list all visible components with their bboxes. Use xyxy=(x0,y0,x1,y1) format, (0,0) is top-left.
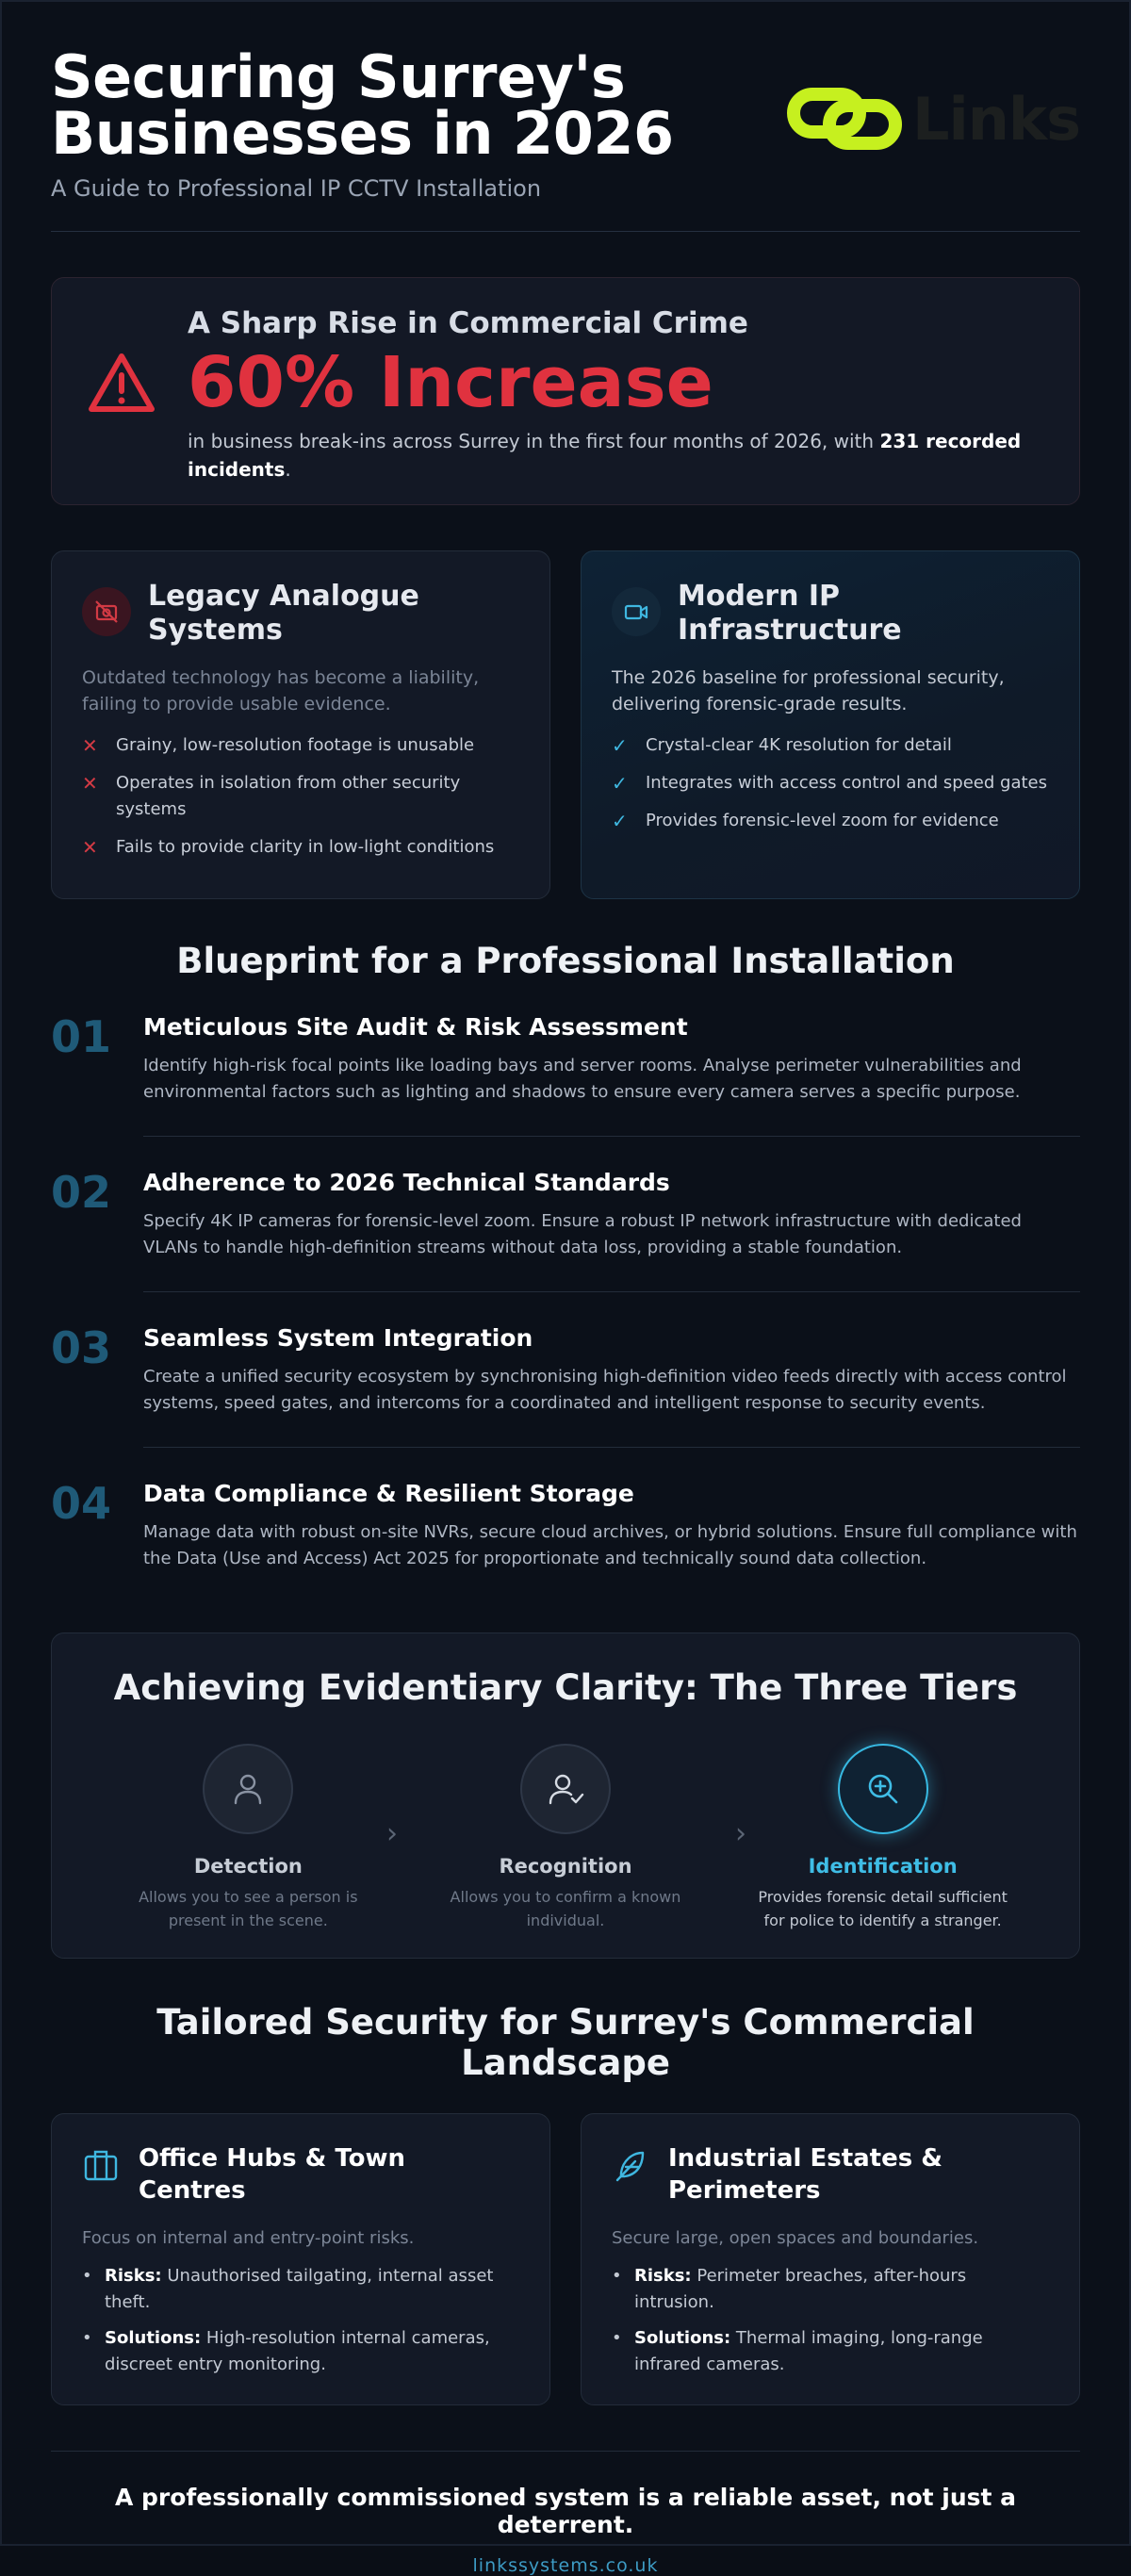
footer-tagline: A professionally commissioned system is a reliable asset, not just a deterrent. xyxy=(114,2484,1017,2538)
chevron-right-icon: › xyxy=(386,1817,398,1850)
briefcase-icon xyxy=(82,2146,120,2184)
solutions-text: Thermal imaging, long-range infrared cameras. xyxy=(634,2328,983,2374)
list-item xyxy=(612,770,1049,796)
risks-label: Risks: xyxy=(105,2266,162,2286)
list-item-text: Provides forensic-level zoom for evidence xyxy=(646,811,999,830)
chevron-right-icon: › xyxy=(735,1817,746,1850)
card-description: Secure large, open spaces and boundaries. xyxy=(612,2228,979,2248)
page-title: Securing Surrey's Businesses in 2026 xyxy=(51,42,674,168)
stat-text-end: . xyxy=(285,458,291,481)
step-number: 02 xyxy=(51,1167,112,1218)
technology-comparison xyxy=(51,550,1080,899)
legacy-drawbacks-list xyxy=(82,732,519,861)
stat-incident-count: 231 recorded incidents xyxy=(188,430,1022,481)
check-icon: ✓ xyxy=(612,734,628,757)
risks-item xyxy=(612,2263,1049,2316)
tier-recognition xyxy=(429,1744,702,1932)
website-link[interactable]: linkssystems.co.uk xyxy=(472,2555,659,2576)
office-hubs-card xyxy=(51,2113,550,2405)
list-item xyxy=(82,732,519,759)
list-item-text: Grainy, low-resolution footage is unusable xyxy=(116,735,475,755)
stat-description xyxy=(188,427,1034,484)
legacy-systems-card xyxy=(51,550,550,899)
solutions-item xyxy=(82,2325,519,2378)
camera-off-icon xyxy=(82,587,131,636)
modern-benefits-list xyxy=(612,732,1049,834)
industrial-estates-card xyxy=(581,2113,1080,2405)
header xyxy=(51,2,1080,232)
solutions-text: High-resolution internal cameras, discreet entry monitoring. xyxy=(105,2328,490,2374)
logo-wordmark: Links xyxy=(911,84,1080,154)
risks-text: Unauthorised tailgating, internal asset theft. xyxy=(105,2266,494,2312)
list-item xyxy=(612,732,1049,759)
warning-triangle-icon xyxy=(88,352,156,414)
risks-item xyxy=(82,2263,519,2316)
card-details-list xyxy=(82,2263,519,2378)
tier-name: Detection xyxy=(193,1855,303,1878)
legacy-description: Outdated technology has become a liability, failing to provide usable evidence. xyxy=(82,667,480,714)
step-number: 04 xyxy=(51,1478,112,1529)
landscape-title: Tailored Security for Surrey's Commercial Landscape xyxy=(156,2002,975,2083)
landscape-cards xyxy=(51,2113,1080,2405)
brand-logo xyxy=(788,81,1080,156)
card-title: Industrial Estates & Perimeters xyxy=(668,2144,942,2205)
risks-text: Perimeter breaches, after-hours intrusion. xyxy=(634,2266,967,2312)
tier-description: Allows you to see a person is present in the scene. xyxy=(139,1888,358,1929)
tier-name: Identification xyxy=(808,1855,958,1878)
tier-description: Allows you to confirm a known individual. xyxy=(450,1888,681,1929)
tier-description: Provides forensic detail sufficient for police to identify a stranger. xyxy=(758,1888,1008,1929)
modern-title: Modern IP Infrastructure xyxy=(678,580,902,647)
feather-icon xyxy=(612,2146,649,2184)
tier-detection xyxy=(111,1744,385,1932)
list-item-text: Crystal-clear 4K resolution for detail xyxy=(646,735,952,755)
step-text: Create a unified security ecosystem by synchronising high-definition video feeds directly with access control systems, speed gates, and intercoms for a coordinated and intelligent response to security events. xyxy=(143,1367,1067,1413)
step-item xyxy=(51,1167,1080,1292)
modern-description: The 2026 baseline for professional security, delivering forensic-grade results. xyxy=(612,667,1005,714)
blueprint-title: Blueprint for a Professional Installation xyxy=(176,941,955,981)
step-number: 01 xyxy=(51,1011,112,1062)
stat-text-start: in business break-ins across Surrey in the first four months of 2026, with xyxy=(188,430,880,452)
stat-heading: A Sharp Rise in Commercial Crime xyxy=(188,306,748,340)
blueprint-section xyxy=(51,941,1080,1602)
list-item-text: Operates in isolation from other security systems xyxy=(116,773,461,819)
zoom-in-icon xyxy=(838,1744,928,1834)
card-details-list xyxy=(612,2263,1049,2378)
crime-stat-card xyxy=(51,277,1080,505)
steps-list xyxy=(51,1011,1080,1602)
person-check-icon xyxy=(520,1744,611,1834)
stat-value: 60% Increase xyxy=(188,342,713,423)
step-text: Specify 4K IP cameras for forensic-level zoom. Ensure a robust IP network infrastructure with dedicated VLANs to handle high-definition streams without data loss, providing a stable foundation. xyxy=(143,1211,1022,1257)
tiers-title: Achieving Evidentiary Clarity: The Three Tiers xyxy=(113,1667,1018,1708)
risks-label: Risks: xyxy=(634,2266,692,2286)
modern-ip-card xyxy=(581,550,1080,899)
check-icon: ✓ xyxy=(612,772,628,795)
page-subtitle: A Guide to Professional IP CCTV Installation xyxy=(51,175,542,202)
tier-name: Recognition xyxy=(499,1855,632,1878)
list-item xyxy=(82,834,519,861)
step-text: Manage data with robust on-site NVRs, secure cloud archives, or hybrid solutions. Ensure full compliance with the Data (Use and Access) Act 2025 for proportionate and technically sound data collection. xyxy=(143,1522,1077,1568)
step-text: Identify high-risk focal points like loading bays and server rooms. Analyse perimeter vulnerabilities and environmental factors such as lighting and shadows to ensure every camera serves a specific purpose. xyxy=(143,1056,1022,1102)
step-title: Seamless System Integration xyxy=(143,1324,533,1352)
card-description: Focus on internal and entry-point risks. xyxy=(82,2228,415,2248)
step-title: Data Compliance & Resilient Storage xyxy=(143,1480,634,1507)
x-icon: ✕ xyxy=(82,836,98,859)
step-item xyxy=(51,1322,1080,1448)
footer xyxy=(51,2451,1080,2576)
list-item xyxy=(612,808,1049,834)
list-item-text: Integrates with access control and speed gates xyxy=(646,773,1047,793)
list-item xyxy=(82,770,519,823)
step-item xyxy=(51,1478,1080,1602)
step-item xyxy=(51,1011,1080,1137)
list-item-text: Fails to provide clarity in low-light conditions xyxy=(116,837,495,857)
tier-identification xyxy=(746,1744,1020,1932)
person-icon xyxy=(203,1744,293,1834)
legacy-title: Legacy Analogue Systems xyxy=(148,580,419,647)
evidentiary-tiers-card xyxy=(51,1633,1080,1959)
x-icon: ✕ xyxy=(82,772,98,795)
card-title: Office Hubs & Town Centres xyxy=(139,2144,406,2205)
solutions-label: Solutions: xyxy=(105,2328,202,2348)
solutions-item xyxy=(612,2325,1049,2378)
step-number: 03 xyxy=(51,1322,112,1373)
tiers-row xyxy=(52,1744,1079,1932)
video-camera-icon xyxy=(612,587,661,636)
check-icon: ✓ xyxy=(612,810,628,832)
x-icon: ✕ xyxy=(82,734,98,757)
solutions-label: Solutions: xyxy=(634,2328,731,2348)
step-title: Meticulous Site Audit & Risk Assessment xyxy=(143,1013,688,1041)
step-title: Adherence to 2026 Technical Standards xyxy=(143,1169,670,1196)
chain-link-icon xyxy=(788,81,901,156)
